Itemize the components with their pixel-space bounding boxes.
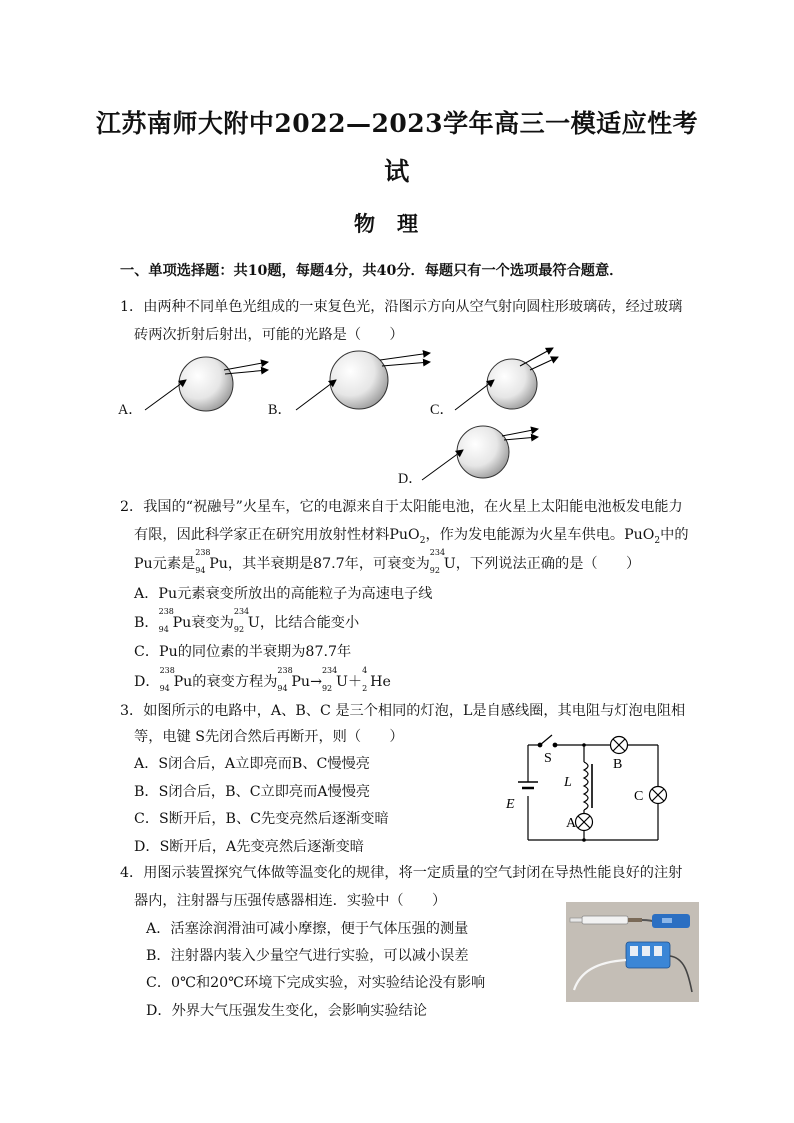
- q2-option-d-he: He: [370, 674, 391, 690]
- u-isotope-notation: [429, 548, 446, 575]
- pu-atomic-number: 94: [159, 684, 170, 693]
- q4-option-c: C．0℃和20℃环境下完成实验，对实验结论没有影响: [146, 975, 486, 991]
- pu-mass-number: 238: [195, 548, 211, 557]
- pu-isotope-notation: [195, 548, 211, 575]
- circuit-label-e: E: [506, 797, 515, 812]
- q2-option-a: A．Pu元素衰变所放出的高能粒子为高速电子线: [134, 586, 433, 602]
- q4-stem-line2: 器内，注射器与压强传感器相连．实验中（ ）: [134, 893, 447, 909]
- pu-atomic-number: 94: [195, 566, 206, 575]
- paper-title-line1: 江苏南师大附中2022—2023学年高三一模适应性考: [95, 109, 699, 138]
- lamp-a: [576, 814, 593, 831]
- q2-option-b-text2: U，比结合能变小: [247, 615, 360, 631]
- subject-title: 物理: [354, 211, 440, 236]
- u-isotope-notation: [321, 666, 338, 693]
- reaction-arrow: →: [310, 674, 322, 690]
- he-atomic-number: 2: [362, 684, 368, 693]
- q4-stem-line1: 4．用图示装置探究气体做等温变化的规律，将一定质量的空气封闭在导热性能良好的注射: [120, 865, 683, 881]
- q1-option-d-diagram: [422, 426, 538, 480]
- q1-option-a-diagram: [145, 357, 268, 411]
- circuit-label-b: B: [613, 757, 623, 772]
- q2-line3-c: U，下列说法正确的是（ ）: [443, 556, 641, 572]
- q2-line2-c: 中的: [660, 527, 689, 543]
- paper-title-line2: 试: [384, 157, 410, 186]
- syringe-sensor-photo: [566, 902, 699, 1002]
- q2-stem-line1: 2．我国的“祝融号”火星车，它的电源来自于太阳能电池，在火星上太阳能电池板发电能力: [120, 499, 683, 515]
- q2-option-c: C．Pu的同位素的半衰期为87.7年: [134, 644, 352, 660]
- section-heading: 一、单项选择题：共10题，每题4分，共40分．每题只有一个选项最符合题意．: [120, 263, 624, 279]
- pu-isotope-notation: [277, 666, 293, 693]
- circuit-label-l: L: [564, 775, 572, 790]
- q2-option-d: [134, 666, 391, 693]
- pu-atomic-number: 94: [158, 625, 169, 634]
- he-isotope-notation: [362, 666, 370, 693]
- q1-label-c: C．: [430, 402, 454, 418]
- u-atomic-number: 92: [321, 684, 333, 693]
- u-isotope-notation: [233, 607, 250, 634]
- q2-line2-a: 有限，因此科学家正在研究用放射性材料PuO: [134, 527, 420, 543]
- q3-stem-line1: 3．如图所示的电路中，A、B、C 是三个相同的灯泡，L是自感线圈，其电阻与灯泡电阻相: [120, 703, 686, 719]
- q2-line3-b: Pu，其半衰期是87.7年，可衰变为: [209, 556, 430, 572]
- q1-stem-line1: 1．由两种不同单色光组成的一束复色光，沿图示方向从空气射向圆柱形玻璃砖，经过玻璃: [120, 299, 683, 315]
- pu-atomic-number: 94: [277, 684, 288, 693]
- q2-option-b-label: B．: [134, 615, 159, 631]
- q4-option-a: A．活塞涂润滑油可减小摩擦，便于气体压强的测量: [146, 921, 469, 937]
- q2-option-d-pu: Pu: [291, 674, 311, 690]
- q1-label-d: D．: [398, 471, 423, 487]
- u-mass-number: 234: [321, 666, 338, 675]
- pu-isotope-notation: [158, 607, 174, 634]
- circuit-label-s: S: [544, 751, 552, 766]
- q1-label-a: A．: [118, 402, 143, 418]
- circuit-label-a: A: [566, 816, 577, 831]
- u-atomic-number: 92: [233, 625, 245, 634]
- q1-option-b-diagram: [296, 351, 430, 410]
- q2-option-d-u: U＋: [335, 674, 363, 690]
- he-mass-number: 4: [362, 666, 368, 675]
- pu-mass-number: 238: [158, 607, 174, 616]
- q2-sub-2b: 2: [654, 535, 661, 546]
- q3-option-a: A．S闭合后，A立即亮而B、C慢慢亮: [134, 756, 370, 772]
- q2-stem-line3: [134, 548, 641, 575]
- q3-stem-line2: 等，电键 S先闭合然后再断开，则（ ）: [134, 729, 404, 745]
- q2-line3-a: Pu元素是: [134, 556, 196, 572]
- q2-option-d-text1: Pu的衰变方程为: [173, 674, 278, 690]
- q2-stem-line2: [134, 524, 689, 546]
- lamp-c: [650, 787, 667, 804]
- circuit-label-c: C: [634, 789, 644, 804]
- q3-circuit-diagram: [500, 730, 675, 850]
- q3-option-d: D．S断开后，A先变亮然后逐渐变暗: [134, 839, 364, 855]
- q2-sub-2a: 2: [419, 535, 426, 546]
- q1-option-c-diagram: [455, 348, 558, 410]
- q1-label-b: B．: [268, 402, 292, 418]
- pu-isotope-notation: [159, 666, 175, 693]
- q2-option-b-text1: Pu衰变为: [172, 615, 234, 631]
- pu-mass-number: 238: [277, 666, 293, 675]
- q3-option-c: C．S断开后，B、C先变亮然后逐渐变暗: [134, 811, 389, 827]
- q3-option-b: B．S闭合后，B、C立即亮而A慢慢亮: [134, 784, 371, 800]
- u-mass-number: 234: [429, 548, 446, 557]
- q2-option-d-label: D．: [134, 674, 160, 690]
- q2-line2-b: ，作为发电能源为火星车供电。PuO: [425, 527, 655, 543]
- q2-option-b: [134, 607, 360, 634]
- pu-mass-number: 238: [159, 666, 175, 675]
- q4-option-b: B．注射器内装入少量空气进行实验，可以减小误差: [146, 948, 469, 964]
- u-atomic-number: 92: [429, 566, 440, 575]
- lamp-b: [611, 737, 628, 754]
- q1-stem-line2: 砖两次折射后射出，可能的光路是（ ）: [134, 327, 404, 343]
- u-mass-number: 234: [233, 607, 250, 616]
- q4-option-d: D．外界大气压强发生变化，会影响实验结论: [146, 1003, 427, 1019]
